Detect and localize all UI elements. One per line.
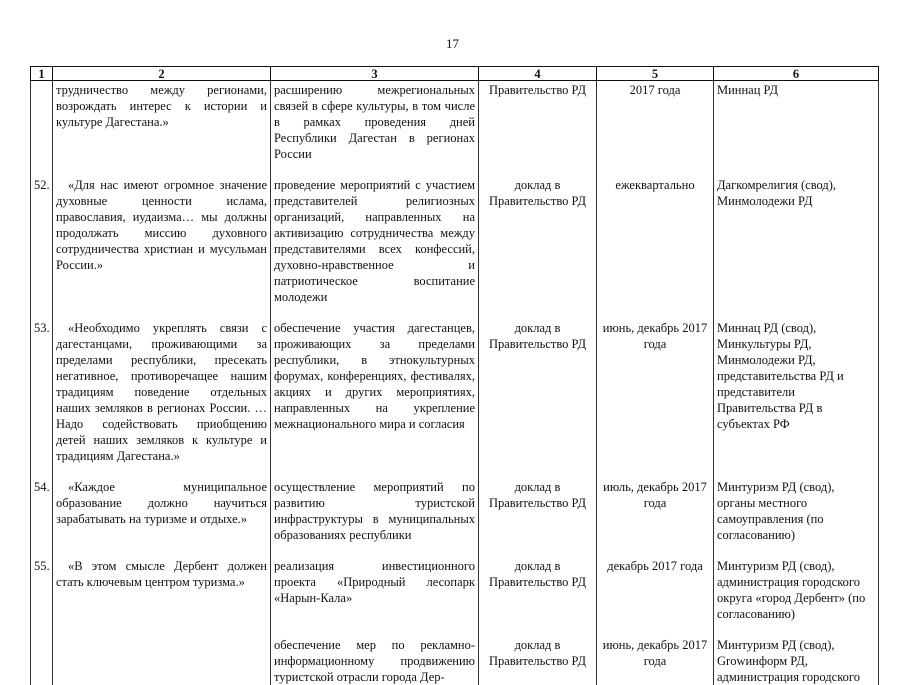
row-quote: «Необходимо укреплять связи с дагестанцами, проживающими за пределами республики, пресекать негативное, противоречащее нашим традициям поведение отдельных наших земляков в регионах России. … Надо содействовать приобщению детей наших земляков к культуре и традициям Дагестана.»: [53, 319, 271, 478]
column-number-header: [31, 67, 879, 81]
page-number: 17: [446, 36, 459, 51]
row-action: проведение мероприятий с участием представителей религиозных организаций, направленных на активизацию сотрудничества между представителями всех конфессий, духовно-нравственное и патриотическое воспитание молодежи: [271, 176, 479, 319]
row-quote: «Каждое муниципальное образование должно научиться зарабатывать на туризме и отдыхе.»: [53, 478, 271, 557]
row-term: июль, декабрь 2017 года: [597, 478, 714, 557]
row-quote: [53, 636, 271, 685]
measures-table: [30, 66, 879, 685]
column-header-3: 3: [271, 67, 479, 81]
table-row: [31, 636, 879, 685]
row-report: доклад в Правительство РД: [479, 319, 597, 478]
row-number: 54.: [31, 478, 53, 557]
row-responsible: Минтуризм РД (свод), Growинформ РД, администрация городского: [714, 636, 879, 685]
row-quote: «Для нас имеют огромное значение духовные ценности ислама, православия, иудаизма… мы должны продолжать миссию духовного сотрудничества христиан и мусульман России.»: [53, 176, 271, 319]
row-quote: «В этом смысле Дербент должен стать ключевым центром туризма.»: [53, 557, 271, 636]
row-report: доклад в Правительство РД: [479, 478, 597, 557]
table-row: [31, 319, 879, 478]
row-responsible: Миннац РД (свод), Минкультуры РД, Минмолодежи РД, представительства РД и представители Правительства РД в субъектах РФ: [714, 319, 879, 478]
row-action: реализация инвестиционного проекта «Природный лесопарк «Нарын-Кала»: [271, 557, 479, 636]
row-report: доклад в Правительство РД: [479, 557, 597, 636]
row-term: июнь, декабрь 2017 года: [597, 636, 714, 685]
column-header-5: 5: [597, 67, 714, 81]
row-term: 2017 года: [597, 81, 714, 177]
column-header-6: 6: [714, 67, 879, 81]
row-number: 55.: [31, 557, 53, 636]
row-responsible: Дагкомрелигия (свод), Минмолодежи РД: [714, 176, 879, 319]
column-header-1: 1: [31, 67, 53, 81]
row-responsible: Миннац РД: [714, 81, 879, 177]
row-term: декабрь 2017 года: [597, 557, 714, 636]
row-term: июнь, декабрь 2017 года: [597, 319, 714, 478]
row-action: обеспечение участия дагестанцев, проживающих за пределами республики, в этнокультурных форумах, конференциях, фестивалях, акциях и других мероприятиях, направленных на укрепление межнационального мира и согласия: [271, 319, 479, 478]
row-action: обеспечение мер по рекламно-информационному продвижению туристской отрасли города Дер-: [271, 636, 479, 685]
column-header-4: 4: [479, 67, 597, 81]
column-header-2: 2: [53, 67, 271, 81]
table-row: [31, 557, 879, 636]
row-action: расширению межрегиональных связей в сфере культуры, в том числе в рамках проведения дней Республики Дагестан в регионах России: [271, 81, 479, 177]
row-report: доклад в Правительство РД: [479, 176, 597, 319]
row-number: [31, 81, 53, 177]
table-row: [31, 81, 879, 177]
row-term: ежеквартально: [597, 176, 714, 319]
row-responsible: Минтуризм РД (свод), органы местного самоуправления (по согласованию): [714, 478, 879, 557]
row-responsible: Минтуризм РД (свод), администрация городского округа «город Дербент» (по согласованию): [714, 557, 879, 636]
row-number: 52.: [31, 176, 53, 319]
row-number: [31, 636, 53, 685]
row-action: осуществление мероприятий по развитию туристской инфраструктуры в муниципальных образованиях республики: [271, 478, 479, 557]
row-quote: трудничество между регионами, возрождать интерес к истории и культуре Дагестана.»: [53, 81, 271, 177]
row-number: 53.: [31, 319, 53, 478]
table-row: [31, 478, 879, 557]
row-report: доклад в Правительство РД: [479, 636, 597, 685]
row-report: Правительство РД: [479, 81, 597, 177]
table-row: [31, 176, 879, 319]
